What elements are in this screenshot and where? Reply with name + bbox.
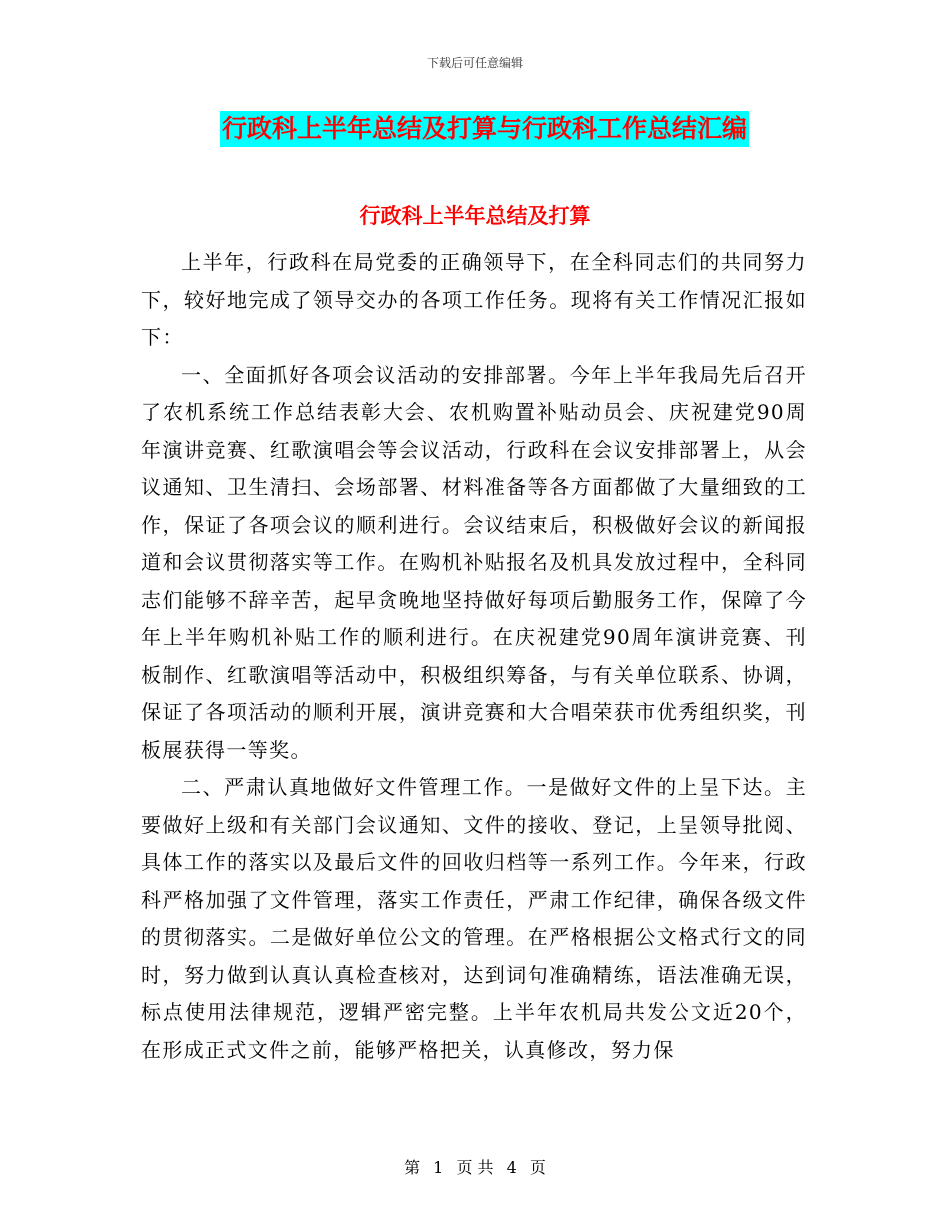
document-body (141, 244, 807, 1069)
body-paragraph-meetings: 一、全面抓好各项会议活动的安排部署。今年上半年我局先后召开了农机系统工作总结表彰大会、农机购置补贴动员会、庆祝建党90周年演讲竞赛、红歌演唱会等会议活动，行政科在会议安排部署上，从会议通知、卫生清扫、会场部署、材料准备等各方面都做了大量细致的工作，保证了各项会议的顺利进行。会议结束后，积极做好会议的新闻报道和会议贯彻落实等工作。在购机补贴报名及机具发放过程中，全科同志们能够不辞辛苦，起早贪晚地坚持做好每项后勤服务工作，保障了今年上半年购机补贴工作的顺利进行。在庆祝建党90周年演讲竞赛、刊板制作、红歌演唱等活动中，积极组织筹备，与有关单位联系、协调，保证了各项活动的顺利开展，演讲竞赛和大合唱荣获市优秀组织奖，刊板展获得一等奖。 (141, 362, 807, 762)
footer-prefix: 第 (404, 1158, 421, 1177)
page-footer (0, 1155, 950, 1178)
section-title: 行政科上半年总结及打算 (359, 203, 591, 228)
body-paragraph-documents: 二、严肃认真地做好文件管理工作。一是做好文件的上呈下达。主要做好上级和有关部门会议通知、文件的接收、登记，上呈领导批阅、具体工作的落实以及最后文件的回收归档等一系列工作。今年来，行政科严格加强了文件管理，落实工作责任，严肃工作纪律，确保各级文件的贯彻落实。二是做好单位公文的管理。在严格根据公文格式行文的同时，努力做到认真认真检查核对，达到词句准确精练，语法准确无误，标点使用法律规范，逻辑严密完整。上半年农机局共发公文近20个，在形成正式文件之前，能够严格把关，认真修改，努力保 (141, 775, 807, 1062)
footer-page-number: 1 (433, 1158, 444, 1177)
footer-middle: 页 共 (456, 1158, 494, 1177)
document-title: 行政科上半年总结及打算与行政科工作总结汇编 (220, 111, 749, 147)
body-paragraph-intro: 上半年，行政科在局党委的正确领导下，在全科同志们的共同努力下，较好地完成了领导交办的各项工作任务。现将有关工作情况汇报如下： (141, 250, 807, 349)
footer-suffix: 页 (529, 1158, 546, 1177)
page-header-note: 下载后可任意编辑 (426, 56, 523, 70)
footer-total-pages: 4 (506, 1158, 517, 1177)
